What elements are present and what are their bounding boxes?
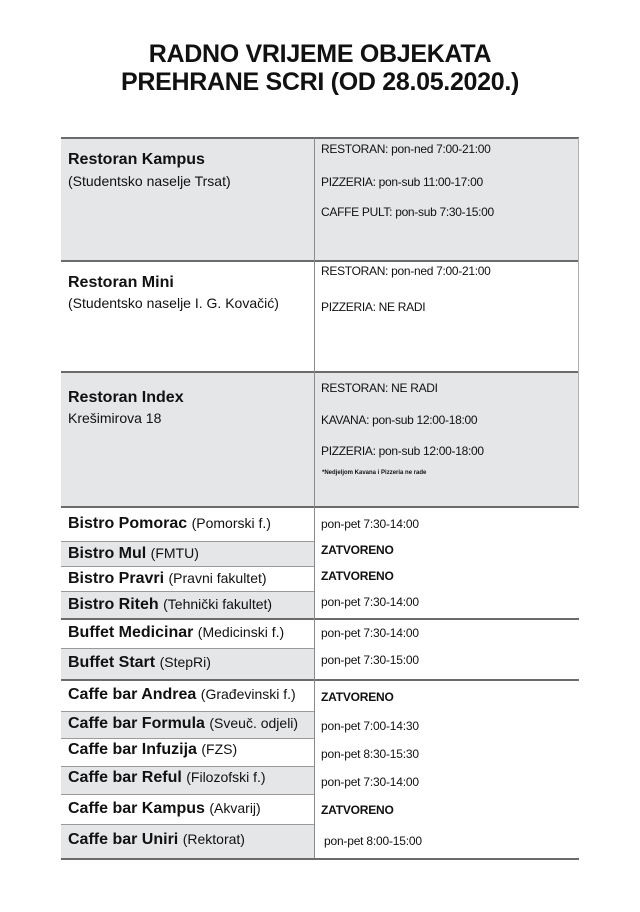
caffe-reful-location: (Filozofski f.)	[186, 769, 266, 785]
bistro-mul-location: (FMTU)	[150, 545, 199, 561]
rule-thin	[61, 824, 314, 825]
buffet-medicinar-name: Buffet Medicinar	[68, 624, 194, 641]
title-line-2: PREHRANE SCRI (OD 28.05.2020.)	[120, 68, 520, 96]
restoran-kampus-hours-3: CAFFE PULT: pon-sub 7:30-15:00	[321, 205, 494, 219]
right-border	[578, 138, 579, 507]
caffe-infuzija-location: (FZS)	[201, 741, 238, 757]
bistro-mul-name: Bistro Mul	[68, 545, 147, 562]
caffe-formula-location: (Sveuč. odjeli)	[209, 715, 299, 731]
buffet-row	[68, 624, 284, 642]
title-line-1: RADNO VRIJEME OBJEKATA	[148, 40, 492, 68]
rule-buffet-caffe	[61, 679, 579, 681]
buffet-start-hours: pon-pet 7:30-15:00	[321, 653, 419, 667]
bistro-pomorac-name: Bistro Pomorac	[68, 515, 188, 532]
rule-bottom	[61, 858, 579, 860]
restoran-index-hours-3: PIZZERIA: pon-sub 12:00-18:00	[321, 444, 484, 458]
caffe-infuzija-name: Caffe bar Infuzija	[68, 741, 197, 758]
bistro-riteh-location: (Tehnički fakultet)	[163, 596, 273, 612]
caffe-row	[68, 800, 261, 818]
bistro-riteh-name: Bistro Riteh	[68, 596, 159, 613]
bistro-riteh-hours: pon-pet 7:30-14:00	[321, 595, 419, 609]
bistro-row	[68, 545, 199, 563]
bistro-pomorac-hours: pon-pet 7:30-14:00	[321, 517, 419, 531]
bistro-pravri-name: Bistro Pravri	[68, 570, 165, 587]
rule-thin	[61, 794, 314, 795]
bistro-mul-hours: ZATVORENO	[321, 543, 394, 557]
restoran-kampus-name: Restoran Kampus	[68, 151, 205, 168]
caffe-formula-hours: pon-pet 7:00-14:30	[321, 719, 419, 733]
restoran-index-hours-2: KAVANA: pon-sub 12:00-18:00	[321, 413, 478, 427]
bistro-row	[68, 570, 267, 588]
document-title	[0, 40, 640, 96]
rule-top	[61, 137, 579, 139]
buffet-medicinar-location: (Medicinski f.)	[197, 624, 285, 640]
bistro-pomorac-location: (Pomorski f.)	[191, 515, 271, 531]
caffe-andrea-hours: ZATVORENO	[321, 690, 394, 704]
caffe-reful-hours: pon-pet 7:30-14:00	[321, 775, 419, 789]
restoran-index-note: *Nedjeljom Kavana i Pizzeria ne rade	[322, 470, 427, 476]
bistro-pravri-location: (Pravni fakultet)	[168, 570, 267, 586]
bistro-row	[68, 596, 272, 614]
restoran-kampus-hours-2: PIZZERIA: pon-sub 11:00-17:00	[321, 175, 483, 189]
restoran-kampus-hours-1: RESTORAN: pon-ned 7:00-21:00	[321, 142, 491, 156]
buffet-row	[68, 654, 211, 672]
rule-thin	[61, 711, 314, 712]
caffe-kampus-name: Caffe bar Kampus	[68, 800, 205, 817]
buffet-start-location: (StepRi)	[159, 654, 211, 670]
column-divider	[314, 138, 315, 858]
rule-thin	[61, 766, 314, 767]
buffet-medicinar-hours: pon-pet 7:30-14:00	[321, 626, 419, 640]
restoran-mini-location: (Studentsko naselje I. G. Kovačić)	[68, 295, 279, 311]
rule-kampus-mini	[61, 260, 579, 262]
restoran-kampus-location: (Studentsko naselje Trsat)	[68, 173, 231, 189]
caffe-row	[68, 686, 296, 704]
restoran-kampus-hours-cell	[315, 138, 579, 261]
caffe-row	[68, 715, 298, 733]
caffe-uniri-location: (Rektorat)	[182, 831, 245, 847]
restoran-mini-hours-1: RESTORAN: pon-ned 7:00-21:00	[321, 264, 491, 278]
caffe-uniri-hours: pon-pet 8:00-15:00	[324, 834, 422, 848]
restoran-index-name: Restoran Index	[68, 389, 184, 406]
caffe-kampus-hours: ZATVORENO	[321, 803, 394, 817]
bistro-row	[68, 515, 271, 533]
restoran-index-location: Krešimirova 18	[68, 410, 162, 426]
rule-bistro-buffet	[61, 618, 579, 620]
caffe-infuzija-hours: pon-pet 8:30-15:30	[321, 747, 419, 761]
caffe-formula-name: Caffe bar Formula	[68, 715, 205, 732]
restoran-mini-name: Restoran Mini	[68, 274, 174, 291]
caffe-row	[68, 769, 266, 787]
rule-thin	[61, 648, 314, 649]
rule-mini-index	[61, 371, 579, 373]
caffe-row	[68, 831, 245, 849]
caffe-andrea-name: Caffe bar Andrea	[68, 686, 197, 703]
restoran-index-hours-1: RESTORAN: NE RADI	[321, 381, 438, 395]
caffe-uniri-name: Caffe bar Uniri	[68, 831, 179, 848]
rule-thin	[61, 738, 314, 739]
rule-index-bistro	[61, 506, 579, 508]
caffe-andrea-location: (Građevinski f.)	[200, 686, 296, 702]
rule-thin	[61, 541, 314, 542]
restoran-mini-hours-2: PIZZERIA: NE RADI	[321, 300, 426, 314]
buffet-start-name: Buffet Start	[68, 654, 156, 671]
caffe-kampus-location: (Akvarij)	[209, 800, 261, 816]
rule-thin	[61, 566, 314, 567]
caffe-row	[68, 741, 237, 759]
caffe-reful-name: Caffe bar Reful	[68, 769, 182, 786]
rule-thin	[61, 591, 314, 592]
bistro-pravri-hours: ZATVORENO	[321, 569, 394, 583]
